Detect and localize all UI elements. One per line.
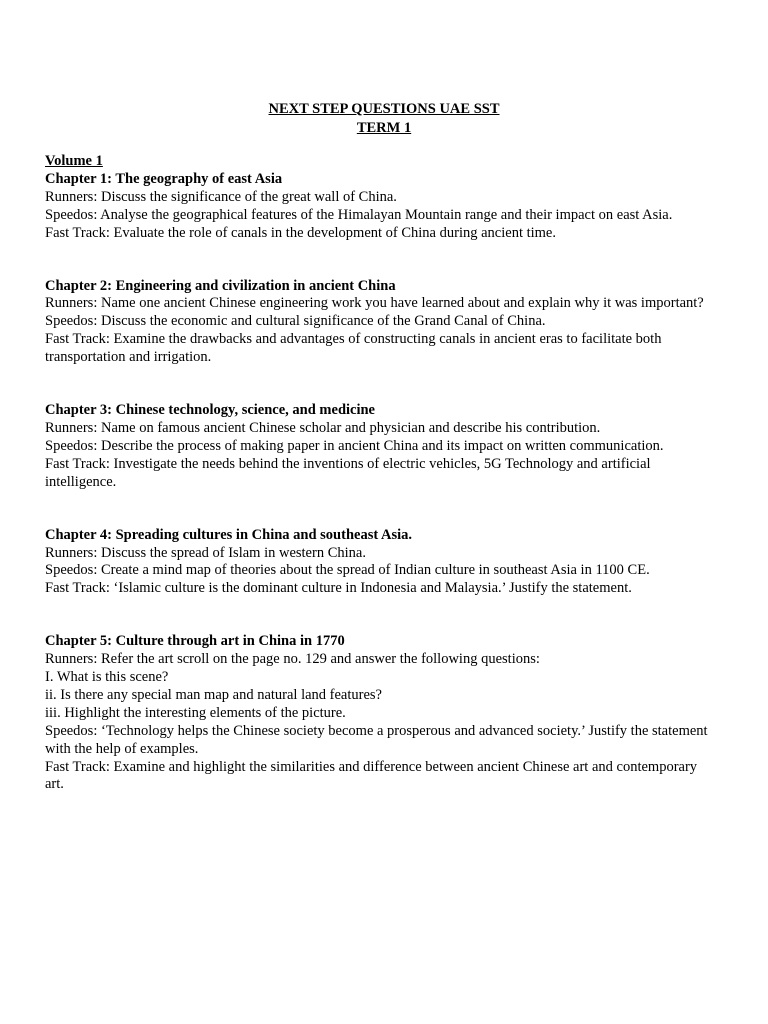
chapter-5: [45, 633, 715, 794]
question-fast-track: Fast Track: Examine the drawbacks and advantages of constructing canals in ancient eras to facilitate both transportation and irrigation.: [45, 331, 662, 366]
question-speedos: Speedos: Analyse the geographical features of the Himalayan Mountain range and their impact on east Asia.: [45, 206, 673, 223]
question-runners: Runners: Refer the art scroll on the page no. 129 and answer the following questions:: [45, 651, 540, 668]
question-fast-track: Fast Track: Evaluate the role of canals in the development of China during ancient time.: [45, 224, 556, 241]
document-term: TERM 1: [356, 120, 412, 136]
question-speedos: Speedos: Discuss the economic and cultural significance of the Grand Canal of China.: [45, 313, 546, 330]
chapter-title: Chapter 2: Engineering and civilization in ancient China: [45, 277, 396, 294]
volume-heading: Volume 1: [45, 153, 103, 169]
chapter-1: [45, 171, 715, 243]
chapter-4: [45, 527, 715, 599]
chapter-title: Chapter 4: Spreading cultures in China and southeast Asia.: [45, 526, 413, 543]
sub-question: ii. Is there any special man map and natural land features?: [45, 686, 382, 703]
question-runners: Runners: Discuss the significance of the great wall of China.: [45, 188, 397, 205]
question-fast-track: Fast Track: Examine and highlight the similarities and difference between ancient Chinese art and contemporary art.: [45, 758, 698, 793]
question-runners: Runners: Name on famous ancient Chinese scholar and physician and describe his contribution.: [45, 419, 601, 436]
question-runners: Runners: Name one ancient Chinese engineering work you have learned about and explain why it was important?: [45, 295, 704, 312]
chapter-3: [45, 402, 715, 492]
chapter-2: [45, 278, 715, 368]
question-runners: Runners: Discuss the spread of Islam in western China.: [45, 544, 366, 561]
question-speedos: Speedos: Describe the process of making paper in ancient China and its impact on written communication.: [45, 437, 664, 454]
sub-question: I. What is this scene?: [45, 669, 169, 686]
chapter-title: Chapter 1: The geography of east Asia: [45, 170, 283, 187]
question-speedos: Speedos: Create a mind map of theories about the spread of Indian culture in southeast Asia in 1100 CE.: [45, 562, 650, 579]
sub-question: iii. Highlight the interesting elements of the picture.: [45, 704, 346, 721]
question-speedos: Speedos: ‘Technology helps the Chinese society become a prosperous and advanced society.’ Justify the statement with the help of examples.: [45, 722, 708, 757]
question-fast-track: Fast Track: Investigate the needs behind the inventions of electric vehicles, 5G Technology and artificial intelligence.: [45, 455, 651, 490]
chapter-title: Chapter 5: Culture through art in China in 1770: [45, 633, 345, 650]
document-body: [45, 153, 715, 829]
chapter-title: Chapter 3: Chinese technology, science, and medicine: [45, 402, 375, 419]
document-title: NEXT STEP QUESTIONS UAE SST: [268, 101, 500, 117]
question-fast-track: Fast Track: ‘Islamic culture is the dominant culture in Indonesia and Malaysia.’ Justify the statement.: [45, 580, 632, 597]
